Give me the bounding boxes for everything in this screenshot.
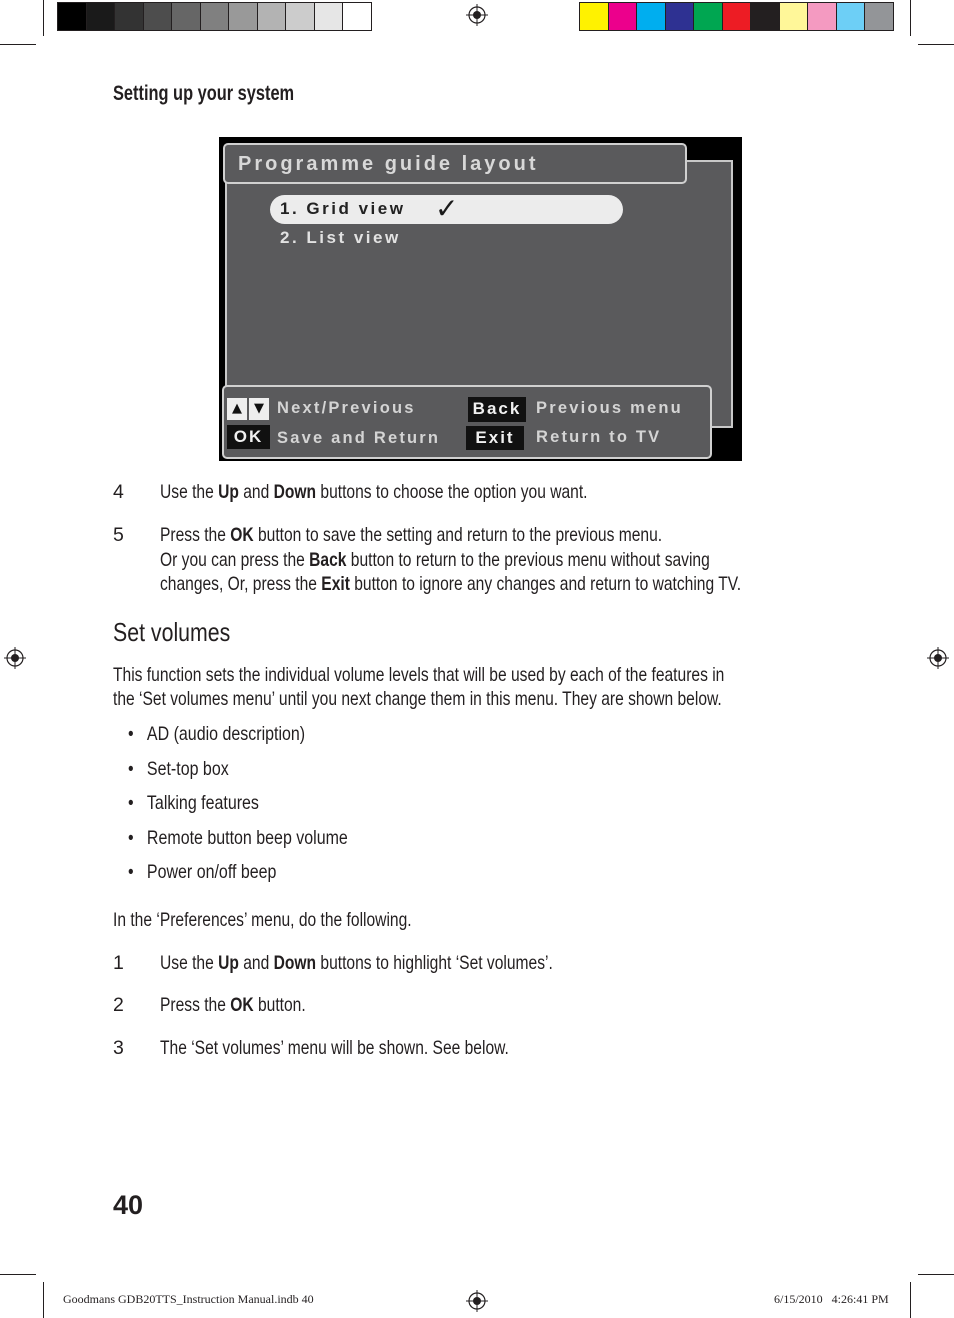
exit-key: Exit <box>466 426 524 450</box>
back-hint: Previous menu <box>536 399 683 417</box>
page-number: 40 <box>113 1190 144 1220</box>
step-text: The ‘Set volumes’ menu will be shown. See below. <box>160 1037 509 1059</box>
option-grid-view[interactable]: 1. Grid view <box>280 199 406 218</box>
color-swatch <box>580 3 609 30</box>
list-item: • Power on/off beep <box>128 861 277 883</box>
crop-mark <box>43 0 44 36</box>
color-swatch <box>780 3 809 30</box>
step-text: changes, Or, press the Exit button to ignore any changes and return to watching TV. <box>160 573 742 595</box>
color-swatch <box>865 3 893 30</box>
menu-key-help <box>222 385 712 459</box>
gray-swatch <box>315 3 344 30</box>
step-text: Press the OK button. <box>160 994 306 1016</box>
step-text: Press the OK button to save the setting and return to the previous menu. <box>160 524 663 546</box>
crop-mark <box>918 44 954 45</box>
crop-mark <box>0 1274 36 1275</box>
process-color-bar <box>579 2 894 31</box>
step-text: Or you can press the Back button to return to the previous menu without saving <box>160 549 710 571</box>
registration-mark-icon <box>466 1290 488 1312</box>
back-key: Back <box>468 397 526 422</box>
exit-hint: Return to TV <box>536 428 662 446</box>
grayscale-bar <box>57 2 372 31</box>
intro-paragraph: This function sets the individual volume levels that will be used by each of the features in <box>113 664 725 686</box>
nav-hint: Next/Previous <box>277 399 416 417</box>
preferences-line: In the ‘Preferences’ menu, do the following. <box>113 909 412 931</box>
color-swatch <box>837 3 866 30</box>
intro-paragraph: the ‘Set volumes menu’ until you next change them in this menu. They are shown below. <box>113 688 722 710</box>
ok-key: OK <box>227 425 270 449</box>
print-timestamp: 6/15/2010 4:26:41 PM <box>774 1292 889 1306</box>
gray-swatch <box>201 3 230 30</box>
set-volumes-heading: Set volumes <box>113 617 231 647</box>
gray-swatch <box>229 3 258 30</box>
ok-hint: Save and Return <box>277 429 441 447</box>
gray-swatch <box>87 3 116 30</box>
list-item: • Talking features <box>128 792 259 814</box>
step-text: Use the Up and Down buttons to highlight ‘Set volumes’. <box>160 952 553 974</box>
color-swatch <box>666 3 695 30</box>
list-item: • Remote button beep volume <box>128 827 348 849</box>
color-swatch <box>751 3 780 30</box>
check-icon: ✓ <box>435 192 459 225</box>
file-info: Goodmans GDB20TTS_Instruction Manual.indb 40 <box>63 1292 314 1306</box>
gray-swatch <box>258 3 287 30</box>
color-swatch <box>637 3 666 30</box>
down-arrow-icon: ▼ <box>249 398 269 420</box>
menu-title: Programme guide layout <box>238 153 539 175</box>
crop-mark <box>918 1274 954 1275</box>
gray-swatch <box>58 3 87 30</box>
step-number: 2 <box>113 994 124 1016</box>
step-number: 5 <box>113 524 124 546</box>
up-arrow-icon: ▲ <box>227 398 247 420</box>
registration-mark-icon <box>927 647 949 669</box>
option-list-view[interactable]: 2. List view <box>280 228 401 247</box>
crop-mark <box>0 44 36 45</box>
list-item: • AD (audio description) <box>128 723 306 745</box>
gray-swatch <box>286 3 315 30</box>
section-heading: Setting up your system <box>113 82 295 105</box>
crop-mark <box>910 1282 911 1318</box>
color-swatch <box>609 3 638 30</box>
color-swatch <box>694 3 723 30</box>
crop-mark <box>910 0 911 36</box>
color-swatch <box>808 3 837 30</box>
gray-swatch <box>172 3 201 30</box>
step-number: 3 <box>113 1037 124 1059</box>
step-text: Use the Up and Down buttons to choose the option you want. <box>160 481 588 503</box>
menu-title-bar <box>223 143 687 184</box>
step-number: 1 <box>113 952 124 974</box>
tv-screen <box>219 137 742 461</box>
crop-mark <box>43 1282 44 1318</box>
list-item: • Set-top box <box>128 758 229 780</box>
gray-swatch <box>144 3 173 30</box>
registration-mark-icon <box>4 647 26 669</box>
gray-swatch <box>115 3 144 30</box>
registration-mark-icon <box>466 4 488 26</box>
step-number: 4 <box>113 481 124 503</box>
color-swatch <box>723 3 752 30</box>
gray-swatch <box>343 3 371 30</box>
